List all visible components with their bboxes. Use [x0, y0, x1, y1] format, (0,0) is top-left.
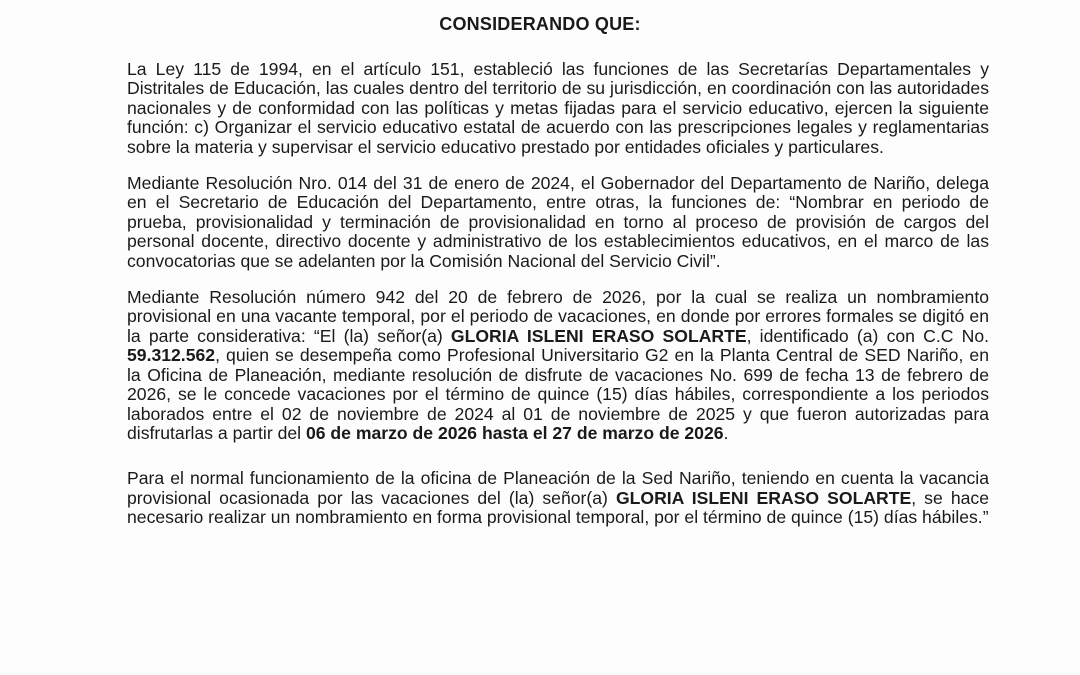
paragraph-text: , identificado (a) con C.C No.	[746, 325, 989, 346]
person-name: GLORIA ISLENI ERASO SOLARTE	[450, 325, 747, 346]
paragraph-text: Mediante Resolución Nro. 014 del 31 de enero de 2024, el Gobernador del Departamento de Nariño, delega en el Secretario de Educación del Departamento, entre otras, la funciones de: “Nombrar en periodo de prueba, provisionalidad y terminación de provisionalidad en torno al proceso de provisión de cargos del personal docente, directivo docente y administrativo de los establecimientos educativos, en el marco de las convocatorias que se adelanten por la Comisión Nacional del Servicio Civil”.	[127, 173, 989, 271]
paragraph-resolucion-014	[127, 174, 989, 271]
paragraph-ley-115	[127, 60, 989, 157]
paragraph-text: , quien se desempeña como Profesional Universitario G2 en la Planta Central de SED Nariño, en la Oficina de Planeación, mediante resolución de disfrute de vacaciones No. 699 de fecha 13 de febrero de 2026, se le concede vacaciones por el término de quince (15) días hábiles, correspondiente a los periodos laborados entre el 02 de noviembre de 2024 al 01 de noviembre de 2025 y que fueron autorizadas para disfrutarlas a partir del	[127, 345, 989, 443]
paragraph-text: , se hace necesario realizar un nombramiento en forma provisional temporal, por el término de quince (15) días hábiles.”	[127, 487, 989, 528]
paragraph-funcionamiento	[127, 469, 989, 527]
paragraph-resolucion-942	[127, 288, 989, 443]
section-heading: CONSIDERANDO QUE:	[439, 14, 641, 34]
id-number: 59.312.562	[127, 345, 216, 366]
paragraph-text: Mediante Resolución número 942 del 20 de febrero de 2026, por la cual se realiza un nombramiento provisional en una vacante temporal, por el periodo de vacaciones, en donde por errores formales se digitó en la parte considerativa: “El (la) señor(a)	[127, 287, 989, 346]
vacation-dates: 06 de marzo de 2026 hasta el 27 de marzo de 2026	[305, 422, 724, 443]
person-name: GLORIA ISLENI ERASO SOLARTE	[615, 487, 912, 508]
paragraph-text: Para el normal funcionamiento de la oficina de Planeación de la Sed Nariño, teniendo en cuenta la vacancia provisional ocasionada por las vacaciones del (la) señor(a)	[127, 468, 989, 508]
document-body	[127, 60, 989, 545]
paragraph-text: .	[723, 422, 729, 443]
paragraph-text: La Ley 115 de 1994, en el artículo 151, estableció las funciones de las Secretarías Departamentales y Distritales de Educación, las cuales dentro del territorio de su jurisdicción, en coordinación con las autoridades nacionales y de conformidad con las políticas y metas fijadas para el servicio educativo, ejercen la siguiente función: c) Organizar el servicio educativo estatal de acuerdo con las prescripciones legales y reglamentarias sobre la materia y supervisar el servicio educativo prestado por entidades oficiales y particulares.	[127, 59, 989, 157]
